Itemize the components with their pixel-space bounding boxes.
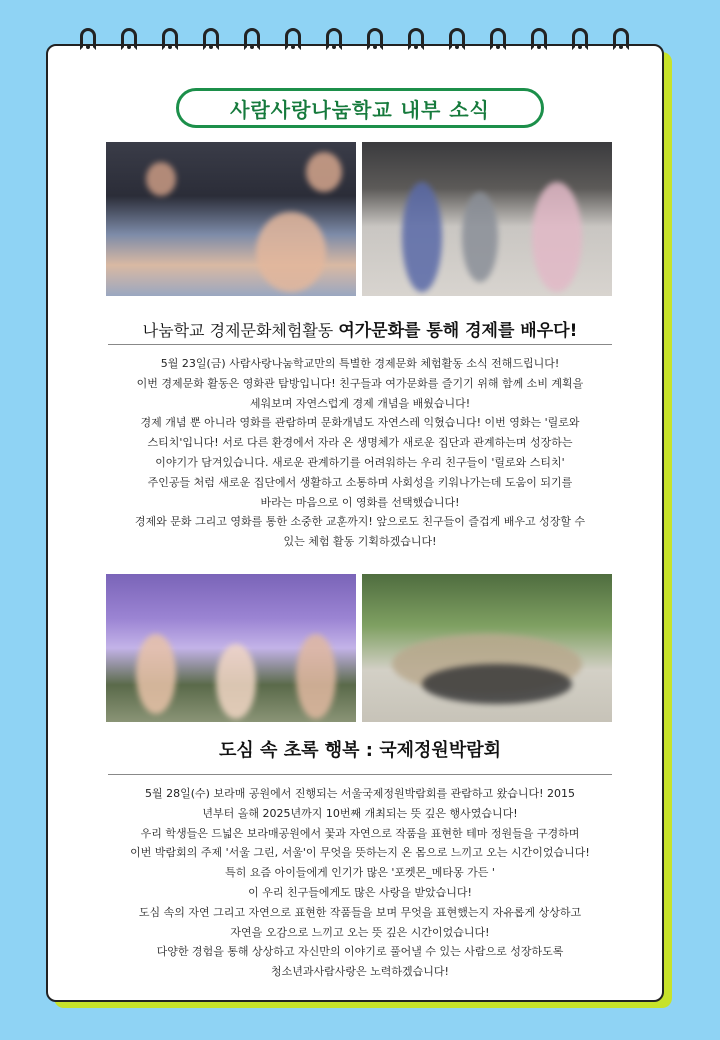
photo-wisteria-garden [104,572,358,724]
binding-ring [162,28,178,50]
section2-heading: 도심 속 초록 행복 : 국제정원박람회 [219,740,501,761]
body-line: 도심 속의 자연 그리고 자연으로 표현한 작품들을 보며 무엇을 표현했는지 자유롭게 상상하고 [138,905,582,919]
section1-caption [60,316,660,341]
body-line: 세워보며 자연스럽게 경제 개념을 배웠습니다! [249,396,471,410]
photo-cinema-lobby [360,140,614,298]
section2-body [96,784,624,982]
body-line: 이야기가 담겨있습니다. 새로운 관계하기를 어려워하는 우리 친구들이 '릴로와 스티치' [155,455,565,469]
body-line: 자연을 오감으로 느끼고 오는 뜻 깊은 시간이었습니다! [230,925,490,939]
binding-ring [367,28,383,50]
body-line: 5월 23일(금) 사람사랑나눔학교만의 특별한 경제문화 체험활동 소식 전해드립니다! [160,357,560,370]
divider-line [108,344,612,345]
binding-ring [285,28,301,50]
body-line: 있는 체험 활동 기획하겠습니다! [283,535,437,549]
body-line: 특히 요즘 아이들에게 인기가 많은 '포켓몬_메타몽 가든 ' [225,866,495,880]
body-line: 5월 28일(수) 보라매 공원에서 진행되는 서울국제정원박람회를 관람하고 왔습니다! 2015 [145,787,575,800]
body-line: 다양한 경험을 통해 상상하고 자신만의 이야기로 풀어낼 수 있는 사람으로 성장하도록 [156,945,564,959]
newsletter-title-text: 사람사랑나눔학교 내부 소식 [230,97,490,122]
section1-caption-prefix: 나눔학교 경제문화체험활동 [142,321,339,340]
section1-body [96,354,624,552]
spiral-binding [80,28,640,58]
body-line: 우리 학생들은 드넓은 보라매공원에서 꽃과 자연으로 작품을 표현한 테마 정원들을 구경하며 [140,826,580,840]
divider-line [108,774,612,775]
body-line: 년부터 올해 2025년까지 10번째 개최되는 뜻 깊은 행사였습니다! [202,806,518,820]
body-line: 이번 경제문화 활동은 영화관 탐방입니다! 친구들과 여가문화를 즐기기 위해 함께 소비 계획을 [136,376,584,390]
photo-group-garden [360,572,614,724]
section1-caption-bold: 여가문화를 통해 경제를 배우다! [338,321,578,341]
body-line: 청소년과사람사랑은 노력하겠습니다! [271,965,449,979]
body-line: 이 우리 친구들에게도 많은 사랑을 받았습니다! [248,885,472,899]
binding-ring [449,28,465,50]
body-line: 경제와 문화 그리고 영화를 통한 소중한 교훈까지! 앞으로도 친구들이 즐겁게 배우고 성장할 수 [134,515,586,529]
body-line: 바라는 마음으로 이 영화를 선택했습니다! [260,495,460,509]
body-line: 경제 개념 뿐 아니라 영화를 관람하며 문화개념도 자연스레 익혔습니다! 이번 영화는 '릴로와 [140,416,580,430]
binding-ring [572,28,588,50]
binding-ring [531,28,547,50]
binding-ring [244,28,260,50]
binding-ring [326,28,342,50]
body-line: 주인공들 처럼 새로운 집단에서 생활하고 소통하며 사회성을 키워나가는데 도움이 되기를 [147,475,573,489]
body-line: 스티치'입니다! 서로 다른 환경에서 자라 온 생명체가 새로운 집단과 관계하는며 성장하는 [147,436,573,450]
binding-ring [613,28,629,50]
newsletter-title [176,88,544,128]
binding-ring [121,28,137,50]
binding-ring [80,28,96,50]
binding-ring [203,28,219,50]
binding-ring [490,28,506,50]
photo-cinema-audience [104,140,358,298]
body-line: 이번 박람회의 주제 '서울 그린, 서울'이 무엇을 뜻하는지 온 몸으로 느끼고 오는 시간이었습니다! [130,846,590,860]
binding-ring [408,28,424,50]
